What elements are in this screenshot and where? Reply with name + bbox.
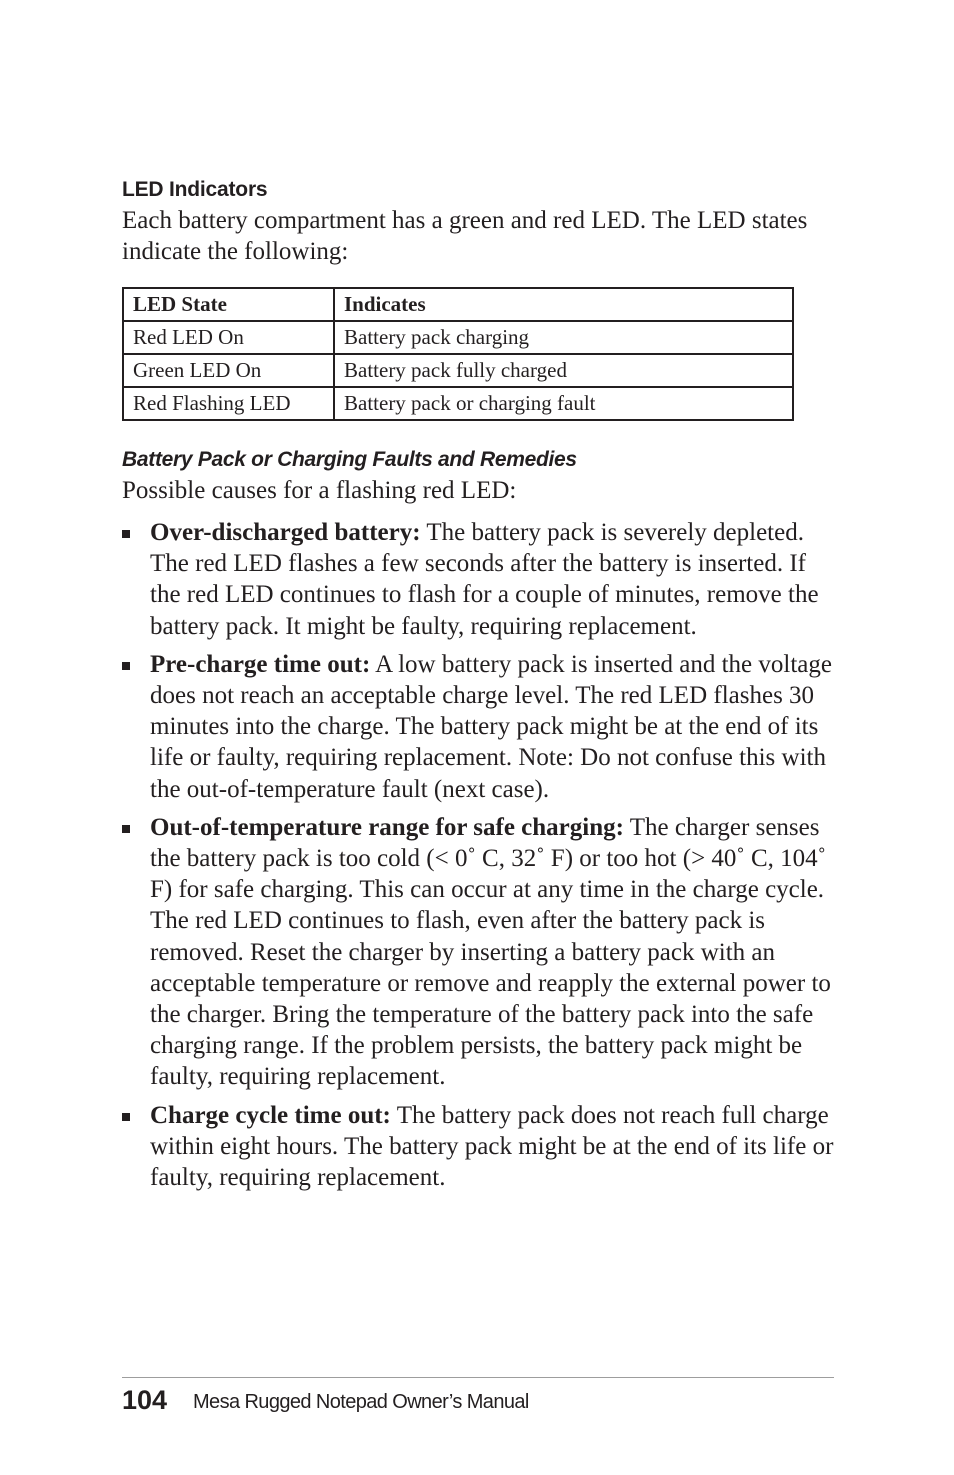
list-item-text: The charger senses the battery pack is too cold (< 0˚ C, 32˚ F) or too hot (> 40˚ C, 104˚ F) for safe charging. This can occur at any time in the charge cycle. The red LED continues to flash, even after the battery pack is removed. Reset the charger by inserting a battery pack with an acceptable temperature or remove and reapply the external power to the charger. Bring the temperature of the battery pack into the safe charging range. If the problem persists, the battery pack might be faulty, requiring replacement. xyxy=(150,813,831,1091)
list-item-term: Charge cycle time out: xyxy=(150,1101,391,1129)
table-header-row xyxy=(123,288,793,321)
square-bullet-icon xyxy=(122,530,130,538)
list-item-text: The battery pack is severely depleted. The red LED flashes a few seconds after the battery is inserted. If the red LED continues to flash for a couple of minutes, remove the battery pack. It might be faulty, requiring replacement. xyxy=(150,519,819,640)
list-item-term: Pre-charge time out: xyxy=(150,650,371,678)
square-bullet-icon xyxy=(122,662,130,670)
list-item-text: The battery pack does not reach full charge within eight hours. The battery pack might be at the end of its life or faulty, requiring replacement. xyxy=(150,1101,834,1192)
table-row xyxy=(123,387,793,420)
led-state-table xyxy=(122,287,794,421)
table-cell-led-state: Green LED On xyxy=(123,354,334,387)
fault-causes-list xyxy=(122,517,834,1193)
table-row xyxy=(123,321,793,354)
table-cell-indicates: Battery pack or charging fault xyxy=(334,387,793,420)
page-footer xyxy=(122,1377,834,1415)
led-indicators-intro: Each battery compartment has a green and red LED. The LED states indicate the following: xyxy=(122,207,808,265)
table-row xyxy=(123,354,793,387)
table-header-indicates: Indicates xyxy=(334,288,793,321)
list-item xyxy=(122,649,834,805)
square-bullet-icon xyxy=(122,1113,130,1121)
page-number: 104 xyxy=(122,1385,168,1415)
list-item-term: Over-discharged battery: xyxy=(150,519,421,546)
table-header-led-state: LED State xyxy=(123,288,334,321)
list-item-text: A low battery pack is inserted and the voltage does not reach an acceptable charge level. The red LED flashes 30 minutes into the charge. The battery pack might be at the end of its life or faulty, requiring replacement. Note: Do not confuse this with the out-of-temperature fault (next case). xyxy=(150,650,832,803)
table-cell-indicates: Battery pack charging xyxy=(334,321,793,354)
square-bullet-icon xyxy=(122,825,130,833)
table-cell-led-state: Red LED On xyxy=(123,321,334,354)
manual-title: Mesa Rugged Notepad Owner’s Manual xyxy=(193,1391,529,1413)
list-item xyxy=(122,517,834,642)
table-cell-indicates: Battery pack fully charged xyxy=(334,354,793,387)
list-item xyxy=(122,1100,834,1194)
faults-heading: Battery Pack or Charging Faults and Remedies xyxy=(122,448,577,471)
list-item xyxy=(122,812,834,1093)
table-cell-led-state: Red Flashing LED xyxy=(123,387,334,420)
led-indicators-heading: LED Indicators xyxy=(122,178,268,201)
faults-intro: Possible causes for a flashing red LED: xyxy=(122,477,517,504)
page-content xyxy=(122,176,834,1200)
list-item-term: Out-of-temperature range for safe charging: xyxy=(150,813,624,841)
